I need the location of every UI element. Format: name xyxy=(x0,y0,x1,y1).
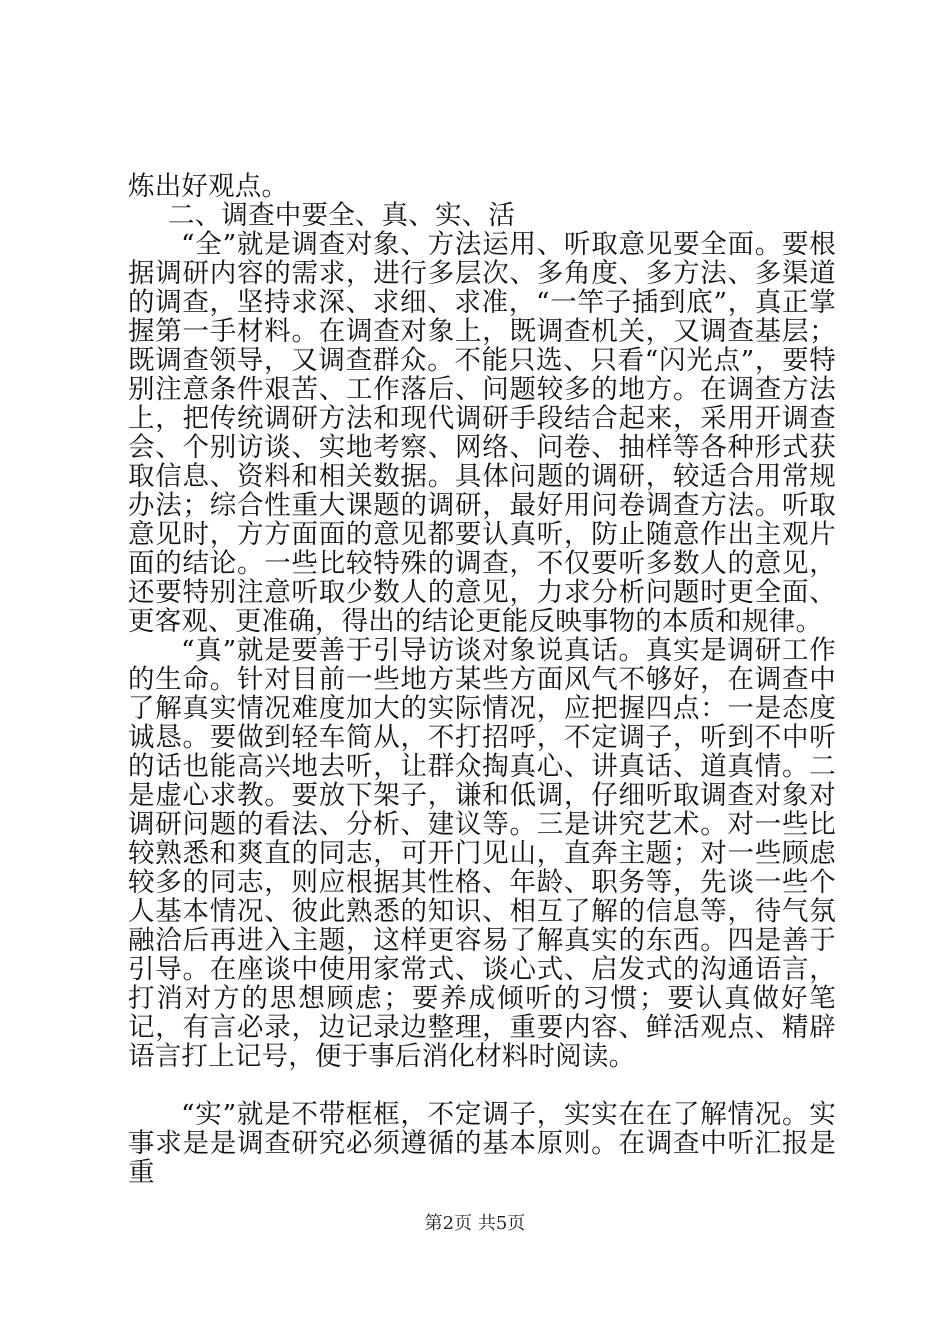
page-number-footer: 第2页 共5页 xyxy=(424,1213,526,1234)
paragraph-spacer xyxy=(128,1071,836,1100)
document-body xyxy=(128,172,836,1187)
section-heading: 二、调查中要全、真、实、活 xyxy=(168,200,516,231)
paragraph-continuation: 炼出好观点。 xyxy=(128,171,289,202)
paragraph-shi: “实”就是不带框框，不定调子，实实在在了解情况。实事求是是调查研究必须遵循的基本原则。在调查中听汇报是重 xyxy=(128,1099,836,1188)
paragraph-zhen: “真”就是要善于引导访谈对象说真话。真实是调研工作的生命。针对目前一些地方某些方面风气不够好，在调查中了解真实情况难度加大的实际情况，应把握四点：一是态度诚恳。要做到轻车简从，不打招呼，不定调子，听到不中听的话也能高兴地去听，让群众掏真心、讲真话、道真情。二是虚心求教。要放下架子，谦和低调，仔细听取调查对象对调研问题的看法、分析、建议等。三是讲究艺术。对一些比较熟悉和爽直的同志，可开门见山，直奔主题；对一些顾虑较多的同志，则应根据其性格、年龄、职务等，先谈一些个人基本情况、彼此熟悉的知识、相互了解的信息等，待气氛融洽后再进入主题，这样更容易了解真实的东西。四是善于引导。在座谈中使用家常式、谈心式、启发式的沟通语言，打消对方的思想顾虑；要养成倾听的习惯；要认真做好笔记，有言必录，边记录边整理，重要内容、鲜活观点、精辟语言打上记号，便于事后消化材料时阅读。 xyxy=(128,635,836,1072)
paragraph-quan: “全”就是调查对象、方法运用、听取意见要全面。要根据调研内容的需求，进行多层次、多角度、多方法、多渠道的调查，坚持求深、求细、求准，“一竿子插到底”，真正掌握第一手材料。在调查对象上，既调查机关，又调查基层；既调查领导，又调查群众。不能只选、只看“闪光点”，要特别注意条件艰苦、工作落后、问题较多的地方。在调查方法上，把传统调研方法和现代调研手段结合起来，采用开调查会、个别访谈、实地考察、网络、问卷、抽样等各种形式获取信息、资料和相关数据。具体问题的调研，较适合用常规办法；综合性重大课题的调研，最好用问卷调查方法。听取意见时，方方面面的意见都要认真听，防止随意作出主观片面的结论。一些比较特殊的调查，不仅要听多数人的意见，还要特别注意听取少数人的意见，力求分析问题时更全面、更客观、更准确，得出的结论更能反映事物的本质和规律。 xyxy=(128,229,836,637)
